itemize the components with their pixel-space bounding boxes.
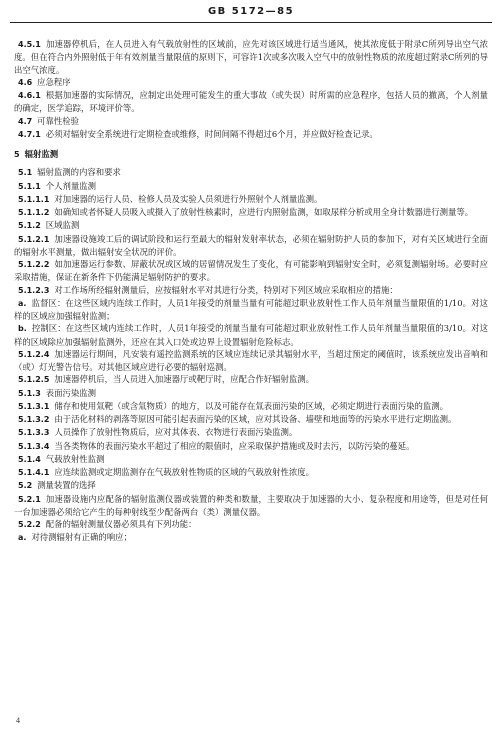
paragraph <box>14 180 488 193</box>
clause-number: 5.1.3.4 <box>18 441 50 451</box>
clause-number: 5.1.4.1 <box>18 468 50 477</box>
clause-number: 4.7.1 <box>18 129 41 139</box>
clause-text: 区域监测 <box>45 220 80 231</box>
clause-text: 加速器设施竣工后的调试阶段和运行至最大的辐射发射率状态，必须在辐射防护人员的参加下，对有关区域进行全面的辐射水平测量，做出辐射安全状况的评价。 <box>14 233 488 257</box>
clause-text: 加速器停机后，当人员进入加速器厅或靶厅时，应配合作好辐射监测。 <box>54 374 315 385</box>
clause-text: 测量装置的选择 <box>37 480 96 491</box>
clause-text: 人员操作了放射性物质后，应对其体表、衣物进行表面污染监测。 <box>54 427 298 438</box>
clause-number: 5.2 <box>18 481 33 491</box>
clause-text: 根据加速器的实际情况，应制定出处理可能发生的重大事故（或失误）时所需的应急程序，包括人员的撤离，个人剂量的确定，医学追踪，环境评价等。 <box>14 90 488 114</box>
paragraph <box>14 413 488 426</box>
clause-number: 5.1.2.1 <box>18 234 50 244</box>
clause-text: 加速器运行期间，凡安装有遥控监测系统的区域应连续记录其辐射水平，当超过预定的阈值时，该系统应发出音响和（或）灯光警告信号。对其他区域应进行必要的辐射巡测。 <box>14 348 488 372</box>
clause-number: 4.5.1 <box>18 40 41 49</box>
clause-number: 5.1.2.5 <box>18 375 50 385</box>
paragraph <box>14 76 488 89</box>
paragraph <box>14 38 488 76</box>
paragraph <box>14 479 488 492</box>
paragraph <box>14 322 488 348</box>
clause-text: 如加速器运行参数、屏蔽状况或区域的居留情况发生了变化，有可能影响到辐射安全时，必须复测辐射场。必要时应采取措施，保证在新条件下仍能满足辐射防护的要求。 <box>14 259 488 283</box>
clause-text: 当各类物体的表面污染水平超过了相应的限值时，应采取保护措施或及时去污，以防污染的蔓延。 <box>54 440 415 451</box>
clause-text: 配备的辐射测量仪器必须具有下列功能： <box>45 519 197 529</box>
paragraph <box>14 373 488 386</box>
paragraph <box>14 128 488 141</box>
clause-number: 5.1.2.2 <box>18 260 50 269</box>
clause-text: 必须对辐射安全系统进行定期检查或维修，时间间隔不得超过6个月，并应做好检查记录。 <box>45 128 378 139</box>
paragraph <box>14 453 488 466</box>
clause-text: 可靠性检验 <box>37 115 80 126</box>
clause-number: 5.1.3 <box>18 388 41 398</box>
clause-text: 由于活化材料的剥落等原因可能引起表面污染的区域，应对其设备、墙壁和地面等的污染水平进行定期监测。 <box>54 414 457 424</box>
clause-number: 5.2.1 <box>18 494 41 504</box>
clause-number: 5.1 <box>18 168 33 178</box>
clause-text: 表面污染监测 <box>45 387 97 398</box>
paragraph <box>14 258 488 284</box>
clause-number: 5.1.1.1 <box>18 194 50 204</box>
paragraph <box>14 206 488 219</box>
clause-text: 个人剂量监测 <box>45 180 97 191</box>
clause-text: 辐射监测的内容和要求 <box>37 167 121 178</box>
clause-number: 5.2.2 <box>18 520 41 529</box>
clause-number: 4.7 <box>18 116 33 126</box>
paragraph <box>14 233 488 259</box>
paragraph <box>14 518 488 531</box>
clause-text: 对加速器的运行人员、检修人员及实验人员须进行外照射个人剂量监测。 <box>54 193 323 204</box>
paragraph <box>14 387 488 400</box>
clause-number: 5 <box>14 150 20 159</box>
clause-number: 5.1.2.3 <box>18 285 50 295</box>
clause-number: 5.1.2 <box>18 221 41 231</box>
clause-text: 应急程序 <box>37 76 71 87</box>
paragraph <box>14 348 488 374</box>
page-header: GB 5172—85 <box>207 6 295 17</box>
clause-number: a. <box>18 298 27 308</box>
clause-number: b. <box>18 324 27 334</box>
document-body <box>14 38 488 545</box>
paragraph <box>14 493 488 519</box>
clause-text: 气载放射性监测 <box>45 453 105 464</box>
paragraph <box>14 115 488 128</box>
clause-number: 5.1.3.3 <box>18 428 50 438</box>
clause-text: 如确知或者怀疑人员吸入或摄入了放射性核素时，应进行内照射监测，如取尿样分析或用全身计数器进行测量等。 <box>54 207 474 217</box>
paragraph <box>14 466 488 479</box>
clause-number: 5.1.3.2 <box>18 415 50 424</box>
clause-text: 加速器停机后，在人员进入有气载放射性的区域前，应先对该区域进行适当通风，使其浓度低于附录C所列导出空气浓度。但在符合内外照射低于年有效剂量当量限值的原则下，可容许1次或多次吸入空气中的放射性物质的浓度超过附录C所列的导出空气浓度。 <box>14 39 488 75</box>
section-heading <box>14 148 488 161</box>
paragraph <box>14 531 488 544</box>
paragraph <box>14 297 488 323</box>
clause-number: 5.1.4 <box>18 454 41 464</box>
clause-text: 对待测辐射有正确的响应； <box>31 532 132 543</box>
clause-text: 应连续监测或定期监测存在气载放射性物质的区域的气载放射性浓度。 <box>54 467 315 477</box>
clause-text: 对工作场所经辐射测量后，应按辐射水平对其进行分类，特别对下列区域应采取相应的措施： <box>54 284 398 295</box>
paragraph <box>14 400 488 413</box>
paragraph <box>14 193 488 206</box>
paragraph <box>14 166 488 179</box>
paragraph <box>14 219 488 232</box>
clause-number: 4.6.1 <box>18 91 41 100</box>
clause-number: 4.6 <box>18 77 33 87</box>
clause-number: 5.1.3.1 <box>18 401 50 411</box>
paragraph <box>14 426 488 439</box>
paragraph <box>14 284 488 297</box>
paragraph <box>14 440 488 453</box>
clause-number: 5.1.1.2 <box>18 208 50 217</box>
paragraph <box>14 89 488 115</box>
clause-number: 5.1.2.4 <box>18 349 50 359</box>
clause-number: a. <box>18 533 27 543</box>
clause-text: 控制区：在这些区域内连续工作时，人员1年接受的剂量当量有可能超过职业放射性工作人员年剂量当量限值的3/10。对这样的区域除应加强辐射监测外，还应在其入口处或边界上设置辐射危险标志。 <box>14 323 488 347</box>
header-rule <box>10 22 492 23</box>
clause-text: 辐射监测 <box>24 149 59 159</box>
clause-number: 5.1.1 <box>18 181 41 191</box>
clause-text: 监督区：在这些区域内连续工作时，人员1年接受的剂量当量有可能超过职业放射性工作人员年剂量当量限值的1/10。对这样的区域应加强辐射监测； <box>14 297 488 321</box>
page-number: 4 <box>16 716 20 725</box>
clause-text: 加速器设施内应配备的辐射监测仪器或装置的种类和数量，主要取决于加速器的大小、复杂程度和用途等，但是对任何一台加速器必须给它产生的每种射线至少配备两台（类）测量仪器。 <box>14 493 488 517</box>
clause-text: 储存和使用氚靶（或含氚物质）的地方，以及可能存在氚表面污染的区域，必须定期进行表面污染的监测。 <box>54 400 449 411</box>
